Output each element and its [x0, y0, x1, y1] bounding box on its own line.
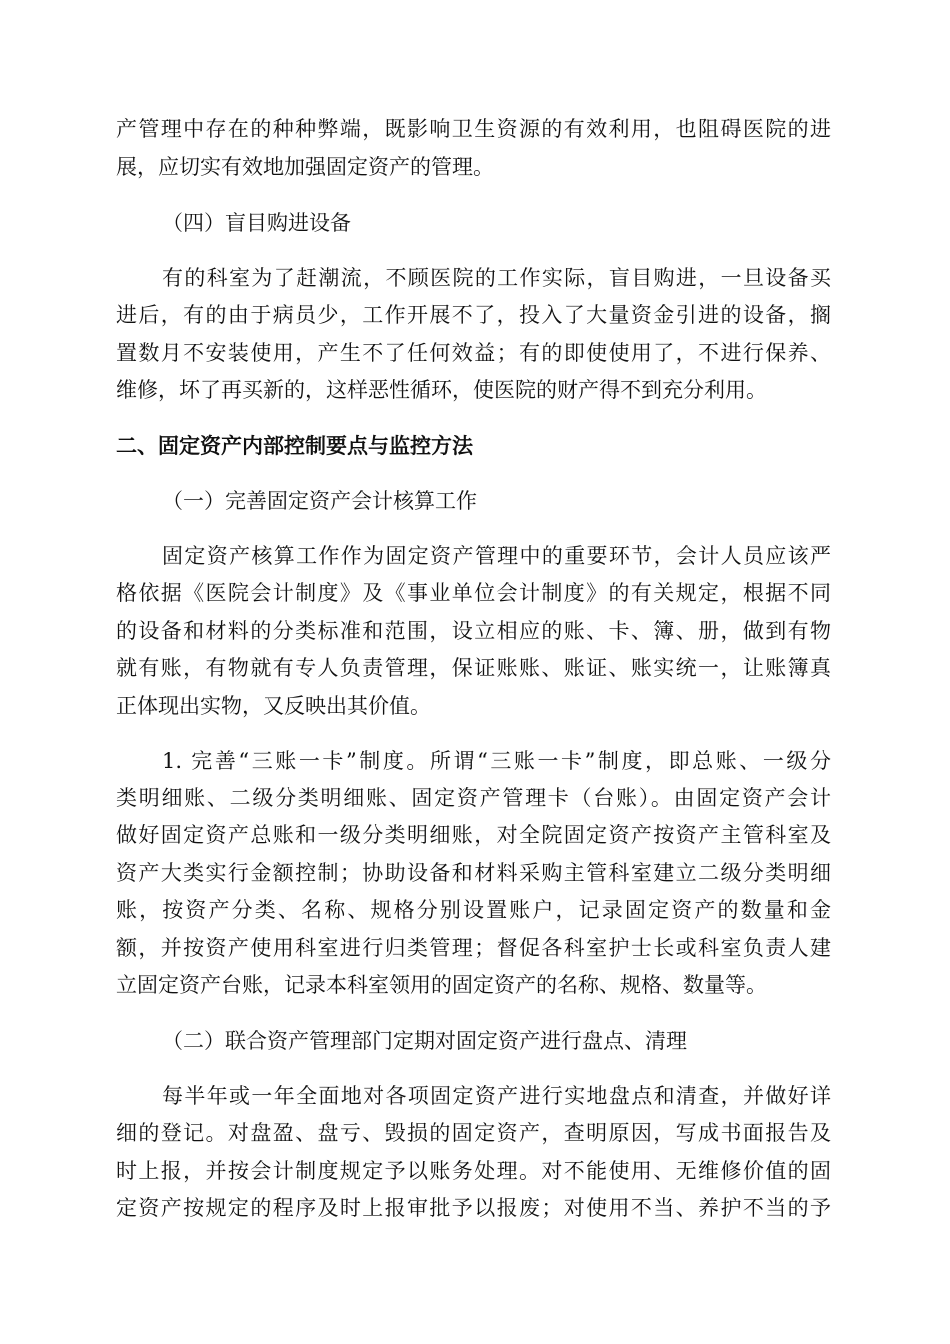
section-subheading: （一）完善固定资产会计核算工作 [162, 489, 477, 513]
paragraph-line: 时上报，并按会计制度规定予以账务处理。对不能使用、无维修价值的固 [116, 1159, 831, 1183]
paragraph-line: 的设备和材料的分类标准和范围，设立相应的账、卡、簿、册，做到有物 [116, 619, 831, 643]
paragraph-line: 置数月不安装使用，产生不了任何效益；有的即使使用了，不进行保养、 [116, 341, 831, 365]
paragraph-line: 每半年或一年全面地对各项固定资产进行实地盘点和清查，并做好详 [162, 1084, 831, 1108]
paragraph-line: 维修，坏了再买新的，这样恶性循环，使医院的财产得不到充分利用。 [116, 378, 767, 402]
paragraph-line: 做好固定资产总账和一级分类明细账，对全院固定资产按资产主管科室及 [116, 823, 831, 847]
paragraph-line: 有的科室为了赶潮流，不顾医院的工作实际，盲目购进，一旦设备买 [162, 266, 831, 290]
section-heading: 二、固定资产内部控制要点与监控方法 [116, 434, 473, 458]
paragraph-line: 产管理中存在的种种弊端，既影响卫生资源的有效利用，也阻碍医院的进 [116, 117, 831, 141]
paragraph-line: 资产大类实行金额控制；协助设备和材料采购主管科室建立二级分类明细 [116, 861, 831, 885]
paragraph-line: 展，应切实有效地加强固定资产的管理。 [116, 155, 494, 179]
paragraph-line: 正体现出实物，又反映出其价值。 [116, 694, 431, 718]
paragraph-line: 类明细账、二级分类明细账、固定资产管理卡（台账）。由固定资产会计 [116, 786, 831, 810]
paragraph-line: 格依据《医院会计制度》及《事业单位会计制度》的有关规定，根据不同 [116, 581, 831, 605]
paragraph-line: 定资产按规定的程序及时上报审批予以报废；对使用不当、养护不当的予 [116, 1196, 831, 1220]
paragraph-line: 进后，有的由于病员少，工作开展不了，投入了大量资金引进的设备，搁 [116, 303, 831, 327]
paragraph-line: 细的登记。对盘盈、盘亏、毁损的固定资产，查明原因，写成书面报告及 [116, 1121, 831, 1145]
paragraph-line: 账，按资产分类、名称、规格分别设置账户，记录固定资产的数量和金 [116, 898, 831, 922]
paragraph-line: 额，并按资产使用科室进行归类管理；督促各科室护士长或科室负责人建 [116, 936, 831, 960]
paragraph-line: 固定资产核算工作作为固定资产管理中的重要环节，会计人员应该严 [162, 544, 831, 568]
paragraph-line: 1. 完善“三账一卡”制度。所谓“三账一卡”制度，即总账、一级分 [162, 749, 831, 773]
paragraph-line: 立固定资产台账，记录本科室领用的固定资产的名称、规格、数量等。 [116, 973, 767, 997]
section-subheading: （二）联合资产管理部门定期对固定资产进行盘点、清理 [162, 1029, 687, 1053]
paragraph-line: 就有账，有物就有专人负责管理，保证账账、账证、账实统一，让账簿真 [116, 656, 831, 680]
section-subheading: （四）盲目购进设备 [162, 211, 351, 235]
